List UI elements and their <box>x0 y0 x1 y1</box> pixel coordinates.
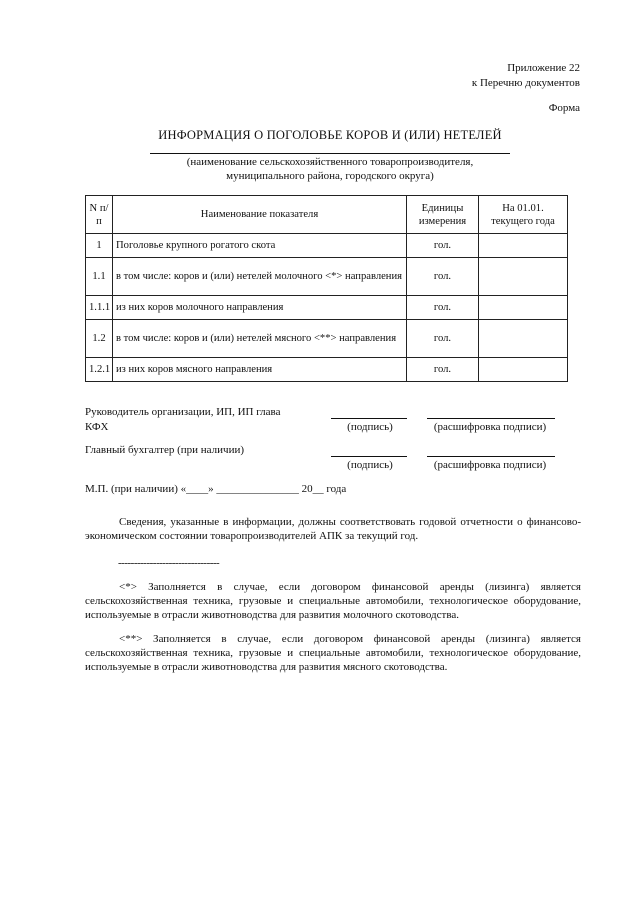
head-signature-line[interactable] <box>331 418 407 419</box>
row-name: в том числе: коров и (или) нетелей молочного <*> направления <box>113 258 407 296</box>
row-value[interactable] <box>479 234 568 258</box>
accountant-decode-caption: (расшифровка подписи) <box>433 459 547 471</box>
row-value[interactable] <box>479 258 568 296</box>
row-num: 1.2 <box>86 320 113 358</box>
accountant-decode-line[interactable] <box>427 456 555 457</box>
row-value[interactable] <box>479 296 568 320</box>
table-header-row <box>86 196 568 234</box>
row-unit: гол. <box>407 258 479 296</box>
header-num: N п/п <box>86 196 113 234</box>
header-unit: Единицы измерения <box>407 196 479 234</box>
organization-name-line <box>150 153 510 154</box>
row-name: Поголовье крупного рогатого скота <box>113 234 407 258</box>
table-row <box>86 358 568 382</box>
table-row <box>86 296 568 320</box>
footnote-dairy: <*> Заполняется в случае, если договором финансовой аренды (лизинга) является сельскохозяйственная техника, грузовые и специальные автомобили, технологическое оборудование, используемые в отрасли животноводства для развития молочного скотоводства. <box>85 581 581 621</box>
reporting-note: Сведения, указанные в информации, должны соответствовать годовой отчетности о финансово-экономическом состоянии товаропроизводителей АПК за текущий год. <box>85 516 581 542</box>
accountant-label: Главный бухгалтер (при наличии) <box>85 444 245 456</box>
row-name: из них коров мясного направления <box>113 358 407 382</box>
head-label-line1: Руководитель организации, ИП, ИП глава <box>85 406 281 418</box>
subtitle-line-1: (наименование сельскохозяйственного товаропроизводителя, <box>186 156 474 168</box>
row-name: в том числе: коров и (или) нетелей мясного <**> направления <box>113 320 407 358</box>
row-unit: гол. <box>407 234 479 258</box>
stamp-date-line: М.П. (при наличии) «____» _______________ 20__ года <box>85 483 347 495</box>
table-row <box>86 234 568 258</box>
footnote-beef: <**> Заполняется в случае, если договором финансовой аренды (лизинга) является сельскохозяйственная техника, грузовые и специальные автомобили, технологическое оборудование, используемые в отрасли животноводства для развития мясного скотоводства. <box>85 633 581 673</box>
row-name: из них коров молочного направления <box>113 296 407 320</box>
head-decode-caption: (расшифровка подписи) <box>433 421 547 433</box>
footnote-separator: -------------------------------- <box>118 557 220 569</box>
livestock-table <box>85 195 568 382</box>
accountant-signature-caption: (подпись) <box>347 459 393 471</box>
appendix-reference: к Перечню документов <box>471 77 580 89</box>
head-signature-caption: (подпись) <box>347 421 393 433</box>
head-decode-line[interactable] <box>427 418 555 419</box>
row-unit: гол. <box>407 358 479 382</box>
form-label: Форма <box>548 102 580 114</box>
appendix-number: Приложение 22 <box>507 62 580 74</box>
document-title: ИНФОРМАЦИЯ О ПОГОЛОВЬЕ КОРОВ И (ИЛИ) НЕТЕЛЕЙ <box>158 128 502 142</box>
header-name: Наименование показателя <box>113 196 407 234</box>
accountant-signature-line[interactable] <box>331 456 407 457</box>
row-num: 1 <box>86 234 113 258</box>
table-row <box>86 320 568 358</box>
row-value[interactable] <box>479 358 568 382</box>
head-label-line2: КФХ <box>85 421 109 433</box>
row-num: 1.1 <box>86 258 113 296</box>
table-row <box>86 258 568 296</box>
subtitle-line-2: муниципального района, городского округа) <box>226 170 434 182</box>
row-num: 1.2.1 <box>86 358 113 382</box>
row-num: 1.1.1 <box>86 296 113 320</box>
row-unit: гол. <box>407 296 479 320</box>
row-unit: гол. <box>407 320 479 358</box>
header-date: На 01.01. текущего года <box>479 196 568 234</box>
row-value[interactable] <box>479 320 568 358</box>
